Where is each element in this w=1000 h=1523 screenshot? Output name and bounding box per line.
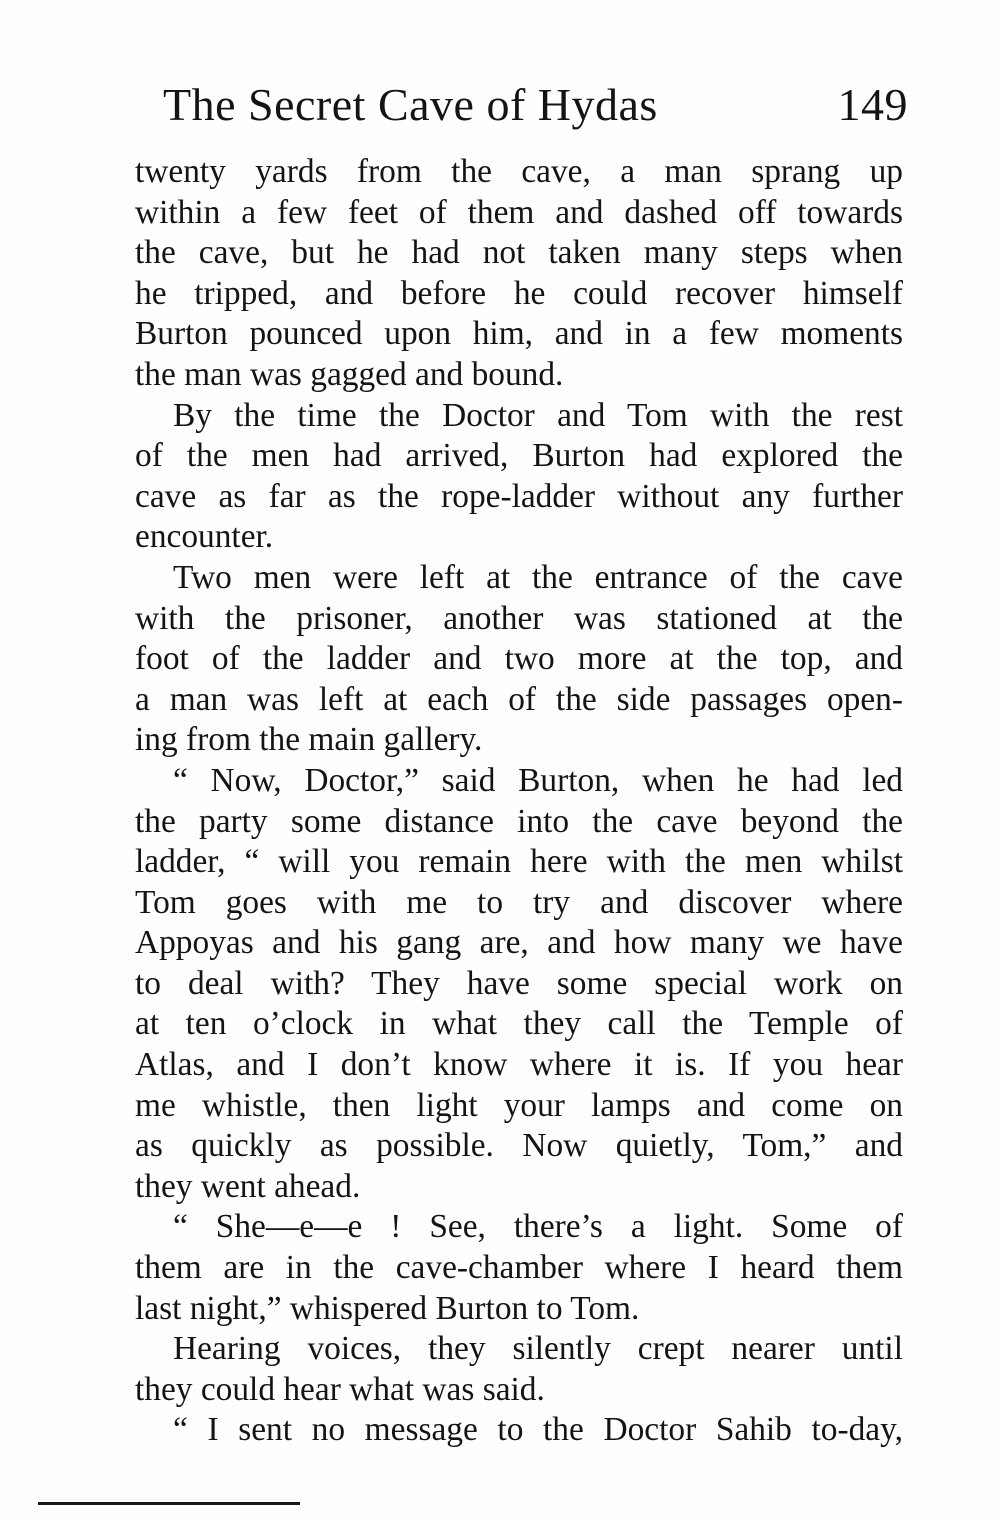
- text-line: ing from the main gallery.: [135, 721, 483, 759]
- text-line: ladder, “ will you remain here with the men whilst: [135, 843, 903, 881]
- text-line: the man was gagged and bound.: [135, 355, 564, 393]
- text-line: Atlas, and I don’t know where it is. If you hear: [135, 1046, 903, 1084]
- text-line: at ten o’clock in what they call the Temple of: [135, 1005, 903, 1043]
- running-head: [163, 78, 908, 138]
- text-line: “ She—e—e ! See, there’s a light. Some of: [173, 1208, 903, 1246]
- text-line: “ Now, Doctor,” said Burton, when he had led: [173, 761, 903, 799]
- text-line: as quickly as possible. Now quietly, Tom,” and: [135, 1127, 903, 1165]
- text-line: within a few feet of them and dashed off towards: [135, 193, 903, 231]
- text-line: Two men were left at the entrance of the cave: [173, 558, 903, 596]
- text-line: Appoyas and his gang are, and how many we have: [135, 924, 903, 962]
- text-line: with the prisoner, another was stationed at the: [135, 599, 903, 637]
- text-line: to deal with? They have some special work on: [135, 964, 903, 1002]
- text-line: last night,” whispered Burton to Tom.: [135, 1289, 640, 1327]
- text-line: By the time the Doctor and Tom with the rest: [173, 396, 903, 434]
- text-line: a man was left at each of the side passages open-: [135, 680, 903, 718]
- text-line: cave as far as the rope-ladder without any further: [135, 477, 903, 515]
- text-line: the party some distance into the cave beyond the: [135, 802, 903, 840]
- body-text: [135, 152, 903, 1451]
- text-line: “ I sent no message to the Doctor Sahib to-day,: [173, 1411, 903, 1449]
- text-line: me whistle, then light your lamps and come on: [135, 1086, 903, 1124]
- text-line: he tripped, and before he could recover himself: [135, 274, 903, 312]
- text-line: the cave, but he had not taken many steps when: [135, 234, 903, 272]
- text-line: them are in the cave-chamber where I heard them: [135, 1249, 903, 1287]
- text-line: they went ahead.: [135, 1167, 361, 1205]
- footer-rule: [38, 1502, 300, 1505]
- text-line: Burton pounced upon him, and in a few moments: [135, 315, 903, 353]
- text-line: encounter.: [135, 518, 274, 556]
- text-line: Tom goes with me to try and discover where: [135, 883, 903, 921]
- running-title: The Secret Cave of Hydas: [163, 79, 658, 130]
- page-number: 149: [837, 79, 908, 130]
- text-line: foot of the ladder and two more at the top, and: [135, 640, 903, 678]
- text-line: Hearing voices, they silently crept nearer until: [173, 1330, 903, 1368]
- text-line: they could hear what was said.: [135, 1370, 545, 1408]
- text-line: of the men had arrived, Burton had explored the: [135, 437, 903, 475]
- text-line: twenty yards from the cave, a man sprang up: [135, 153, 903, 190]
